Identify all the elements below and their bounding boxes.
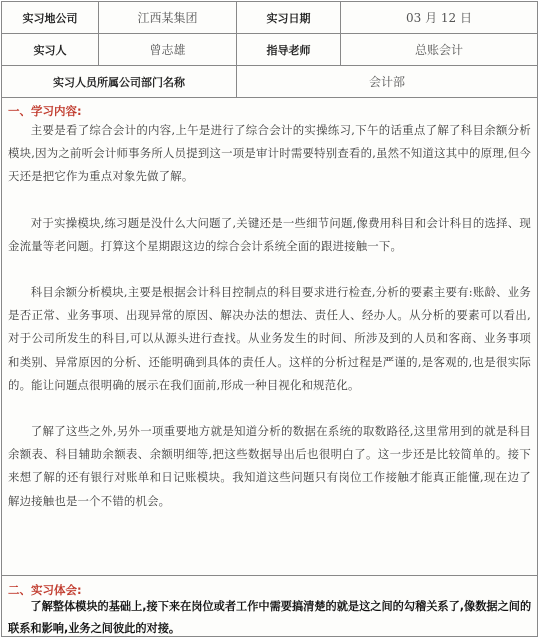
info-row-department: [2, 66, 537, 98]
section-experience-title: 二、实习体会:: [8, 583, 82, 597]
mentor-label: 指导老师: [237, 34, 341, 65]
section-learning-body: [8, 119, 531, 513]
company-label: 实习地公司: [2, 2, 99, 33]
report-page: [1, 1, 538, 637]
department-value: 会计部: [368, 75, 405, 89]
date-value: 03 月 12 日: [406, 11, 472, 25]
company-value: 江西某集团: [99, 2, 237, 33]
learning-paragraph: 对于实操模块,练习题是没什么大问题了,关键还是一些细节问题,像费用科目和会计科目的选择、现金流量等老问题。打算这个星期跟这边的综合会计系统全面的跟进接触一下。: [8, 215, 531, 253]
section-divider: [2, 575, 537, 576]
experience-text: 了解整体模块的基础上,接下来在岗位或者工作中需要搞清楚的就是这之间的勾稽关系了,像数据之间的联系和影响,业务之间彼此的对接。: [8, 600, 532, 635]
learning-paragraph: 了解了这些之外,另外一项重要地方就是知道分析的数据在系统的取数路径,这里常用到的就是科目余额表、科目辅助余额表、余额明细等,把这些数据导出后也很明白了。这一步还是比较简单的。接下来想了解的还有银行对账单和日记账模块。我知道这些问题只有岗位工作接触才能真正能懂,现在边了解边接触也是一个不错的机会。: [8, 424, 531, 508]
department-label: 实习人员所属公司部门名称: [2, 66, 237, 97]
info-row-intern: [2, 34, 537, 66]
intern-label: 实习人: [2, 34, 99, 65]
mentor-value: 总账会计: [414, 43, 463, 57]
learning-paragraph: 主要是看了综合会计的内容,上午是进行了综合会计的实操练习,下午的话重点了解了科目余额分析模块,因为之前听会计师事务所人员提到这一项是审计时需要特别查看的,虽然不知道这其中的原理,但今天还是把它作为重点对象先做了解。: [8, 123, 531, 184]
intern-value: 曾志雄: [99, 34, 237, 65]
date-label: 实习日期: [237, 2, 341, 33]
info-row-company: [2, 2, 537, 34]
learning-paragraph: 科目余额分析模块,主要是根据会计科目控制点的科目要求进行检查,分析的要素主要有:账龄、业务是否正常、业务事项、出现异常的原因、解决办法的想法、责任人、经办人。从分析的要素可以看出,对于公司所发生的科目,可以从源头进行查找。从业务发生的时间、所涉及到的人员和客商、业务事项和类别、异常原因的分析、还能明确到具体的责任人。这样的分析过程是严谨的,是客观的,也是很实际的。能让问题点很明确的展示在我们面前,形成一种目视化和规范化。: [8, 285, 531, 392]
section-learning-title: 一、学习内容:: [8, 104, 82, 118]
